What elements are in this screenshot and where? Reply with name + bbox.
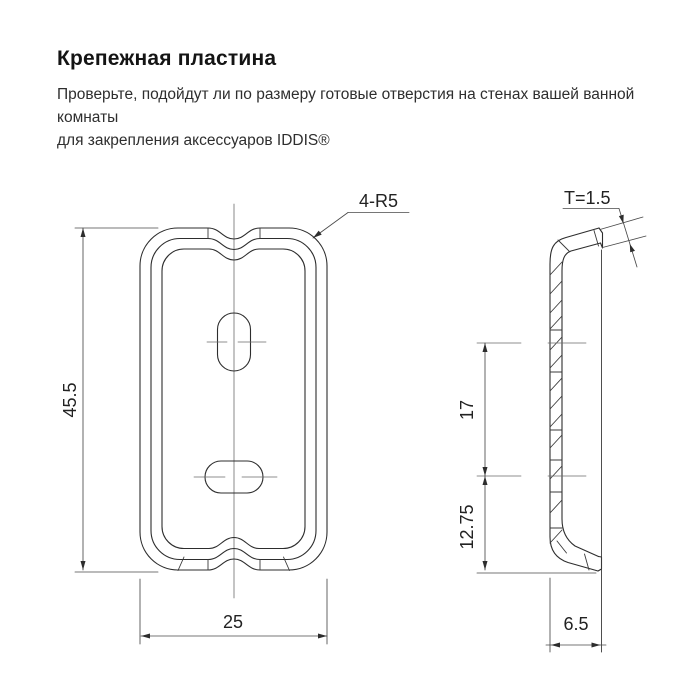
section-hatching	[550, 231, 599, 571]
front-view-dimensions	[60, 191, 409, 644]
section-outer-profile	[550, 228, 599, 571]
dim-lower-offset	[457, 476, 596, 573]
dim-depth	[546, 578, 606, 652]
dim-thickness	[563, 188, 646, 267]
dim-height	[60, 228, 158, 572]
plate-inner-contour	[162, 249, 305, 549]
lower-slot	[194, 461, 277, 493]
side-section-view	[457, 188, 646, 652]
section-bottom-tip	[598, 557, 602, 572]
subtitle-line-2: для закрепления аксессуаров IDDIS®	[57, 132, 330, 149]
dim-height-label: 45.5	[60, 382, 80, 418]
dim-corner-radius	[313, 191, 409, 238]
section-inner-profile	[562, 243, 601, 557]
dim-depth-label: 6.5	[563, 614, 589, 634]
subtitle-line-1: Проверьте, подойдут ли по размеру готовые отверстия на стенах вашей ванной комнаты	[57, 86, 635, 126]
upper-slot	[207, 313, 266, 371]
front-view	[140, 204, 327, 598]
dim-width-label: 25	[222, 612, 244, 632]
dim-lower-offset-label: 12.75	[457, 504, 477, 550]
page-title: Крепежная пластина	[57, 47, 277, 70]
dim-corner-radius-label: 4-R5	[359, 191, 399, 211]
dim-thickness-label: T=1.5	[564, 188, 611, 208]
plate-middle-contour	[151, 239, 316, 560]
slot-centerline-extensions	[477, 343, 586, 476]
section-top-tip	[599, 228, 603, 248]
dim-width	[140, 579, 327, 644]
dim-slot-spacing-label: 17	[457, 399, 477, 421]
plate-outer-contour	[140, 228, 327, 570]
dim-slot-spacing	[457, 343, 488, 476]
